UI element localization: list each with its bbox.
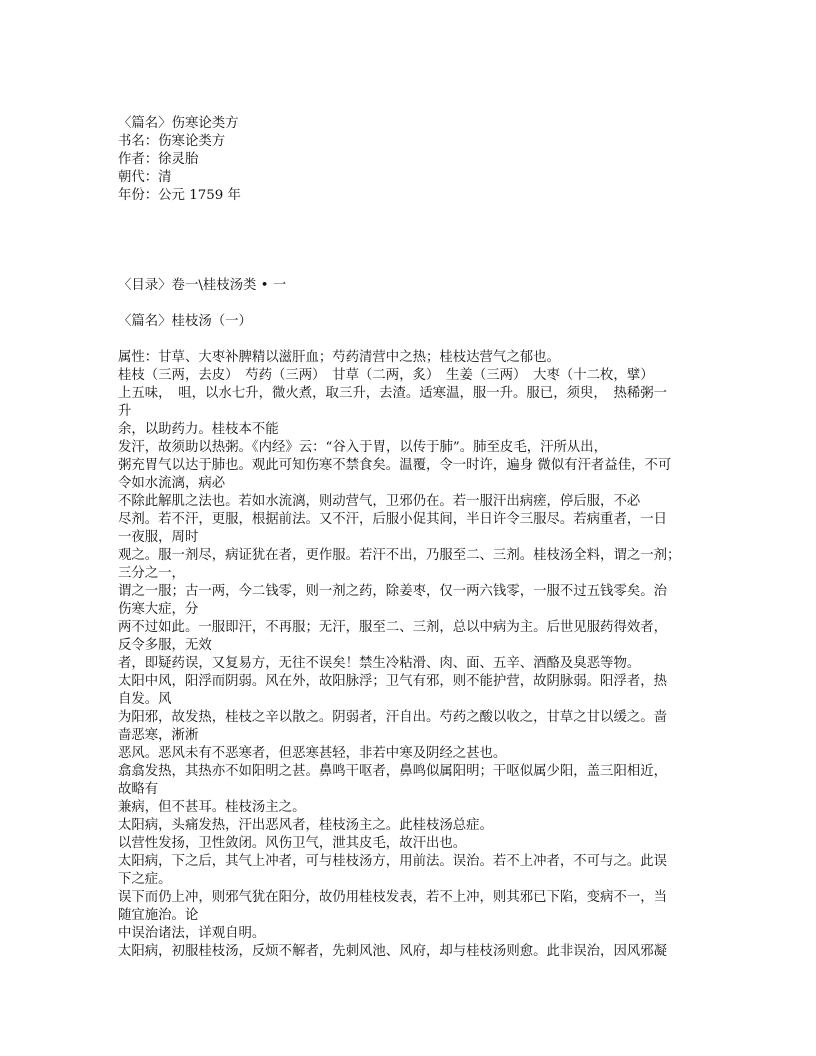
spacer	[118, 259, 708, 277]
body-line: 发汗，故须助以热粥。《内经》云：“谷入于胃，以传于肺”。肺至皮毛，汗所从出，	[118, 440, 608, 455]
body-line: 一夜服，周时	[118, 530, 199, 545]
body-line: 兼病，但不甚耳。桂枝汤主之。	[118, 800, 306, 815]
body-line: 故略有	[118, 782, 159, 797]
body-line: 反令多服，无效	[118, 638, 212, 653]
year: 年份：公元 1759 年	[118, 188, 241, 203]
body-line: 误下而仍上冲，则邪气犹在阳分，故仍用桂枝发表，若不上冲，则其邪已下陷，变病不一，当	[118, 890, 668, 905]
body-line: 三分之一，	[118, 566, 185, 581]
body-line: 上五味， 咀，以水七升，微火煮，取三升，去渣。适寒温，服一升。服已，须臾， 热稀粥一	[118, 386, 668, 401]
body-text	[118, 349, 708, 961]
spacer	[118, 205, 708, 259]
body-line: 观之。服一剂尽，病证犹在者，更作服。若汗不出，乃服至二、三剂。桂枝汤全料，谓之一剂；	[118, 548, 681, 563]
article-title: 〈篇名〉伤寒论类方	[118, 116, 239, 131]
body-line: 太阳病，初服桂枝汤，反烦不解者，先刺风池、风府，却与桂枝汤则愈。此非误治，因风邪凝	[118, 944, 668, 959]
author: 作者：徐灵胎	[118, 152, 199, 167]
body-line: 中误治诸法，详观自明。	[118, 926, 266, 941]
dynasty: 朝代：清	[118, 170, 172, 185]
body-line: 啬恶寒，淅淅	[118, 728, 199, 743]
body-line: 太阳病，下之后，其气上冲者，可与桂枝汤方，用前法。误治。若不上冲者，不可与之。此误	[118, 854, 668, 869]
body-line: 翕翕发热，其热亦不如阳明之甚。鼻鸣干呕者，鼻鸣似属阳明；干呕似属少阳，盖三阳相近，	[118, 764, 668, 779]
body-line: 伤寒大症，分	[118, 602, 199, 617]
body-line: 者，即疑药误，又复易方，无往不误矣！禁生冷粘滑、肉、面、五辛、酒酪及臭恶等物。	[118, 656, 641, 671]
body-line: 为阳邪，故发热，桂枝之辛以散之。阴弱者，汗自出。芍药之酸以收之，甘草之甘以缓之。啬	[118, 710, 668, 725]
document-page	[118, 115, 708, 961]
body-line: 升	[118, 404, 132, 419]
body-line: 以营性发扬，卫性敛闭。风伤卫气，泄其皮毛，故汗出也。	[118, 836, 467, 851]
spacer	[118, 295, 708, 313]
body-line: 粥充胃气以达于肺也。观此可知伤寒不禁食矣。温覆，令一时许，遍身 微似有汗者益佳，不可	[118, 458, 672, 473]
spacer	[118, 331, 708, 349]
body-line: 令如水流漓，病必	[118, 476, 226, 491]
body-line: 自发。风	[118, 692, 172, 707]
metadata-block	[118, 115, 708, 205]
toc-heading: 〈目录〉卷一\桂枝汤类 • 一	[118, 278, 287, 293]
body-line: 太阳病，头痛发热，汗出恶风者，桂枝汤主之。此桂枝汤总症。	[118, 818, 493, 833]
body-line: 桂枝（三两，去皮） 芍药（三两） 甘草（二两，炙） 生姜（三两） 大枣（十二枚，擘）	[118, 368, 654, 383]
body-line: 恶风。恶风未有不恶寒者，但恶寒甚轻，非若中寒及阴经之甚也。	[118, 746, 507, 761]
body-line: 两不过如此。一服即汗，不再服；无汗，服至二、三剂，总以中病为主。后世见服药得效者，	[118, 620, 668, 635]
body-line: 下之症。	[118, 872, 172, 887]
book-name: 书名：伤寒论类方	[118, 134, 226, 149]
chapter-title: 〈篇名〉桂枝汤（一）	[118, 314, 252, 329]
body-line: 随宜施治。论	[118, 908, 199, 923]
body-line: 尽剂。若不汗，更服，根据前法。又不汗，后服小促其间，半日许令三服尽。若病重者，一日	[118, 512, 668, 527]
body-line: 不除此解肌之法也。若如水流漓，则动营气，卫邪仍在。若一服汗出病瘥，停后服，不必	[118, 494, 641, 509]
body-line: 属性：甘草、大枣补脾精以滋肝血；芍药清营中之热；桂枝达营气之郁也。	[118, 350, 560, 365]
body-line: 谓之一服；古一两，今二钱零，则一剂之药，除姜枣，仅一两六钱零，一服不过五钱零矣。治	[118, 584, 668, 599]
body-line: 太阳中风，阳浮而阴弱。风在外，故阳脉浮；卫气有邪，则不能护营，故阴脉弱。阳浮者，热	[118, 674, 668, 689]
body-line: 余，以助药力。桂枝本不能	[118, 422, 279, 437]
